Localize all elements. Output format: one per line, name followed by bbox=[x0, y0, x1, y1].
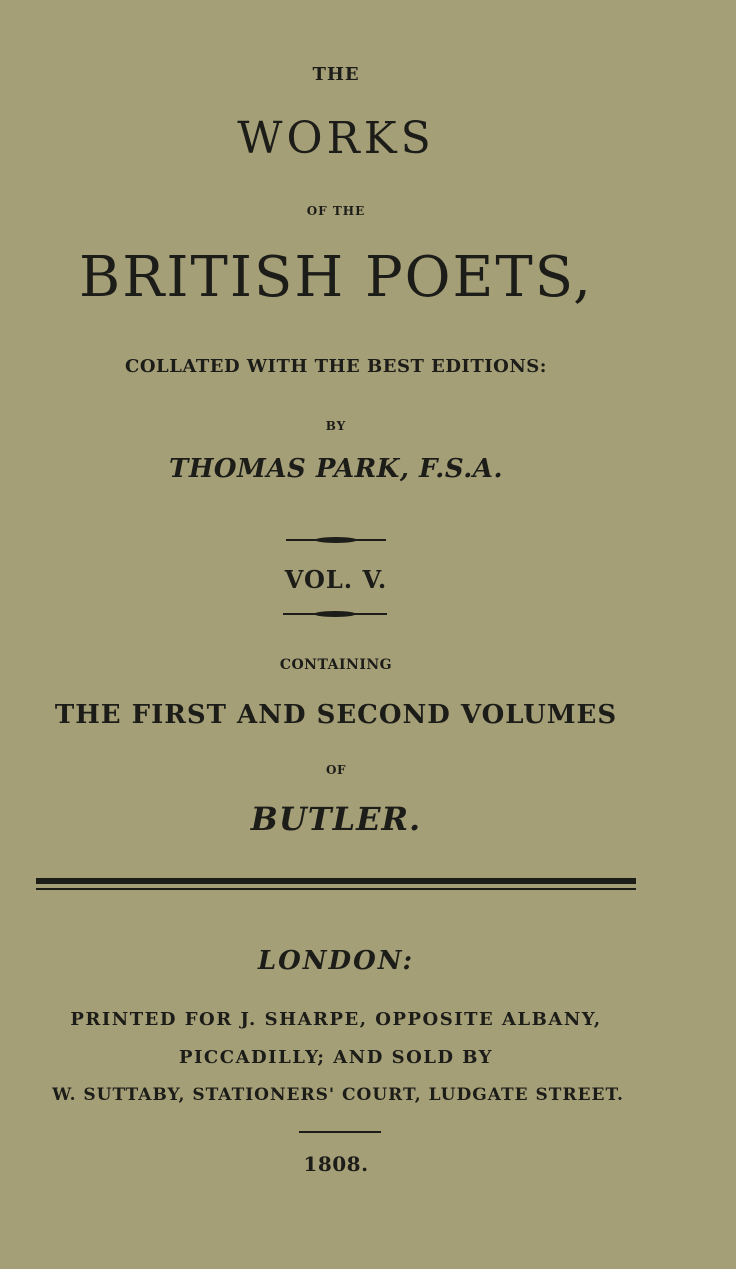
volumes-line: THE FIRST AND SECOND VOLUMES bbox=[54, 700, 618, 730]
thick-rule bbox=[36, 878, 636, 884]
collated-line: COLLATED WITH THE BEST EDITIONS: bbox=[125, 356, 547, 377]
imprint-city: LONDON: bbox=[257, 946, 415, 976]
containing-line: CONTAINING bbox=[279, 657, 393, 673]
ornamental-rule-bottom bbox=[283, 611, 387, 617]
imprint-line-1: PRINTED FOR J. SHARPE, OPPOSITE ALBANY, bbox=[70, 1009, 602, 1030]
imprint-line-2: PICCADILLY; AND SOLD BY bbox=[178, 1047, 494, 1068]
title-the: THE bbox=[312, 64, 360, 85]
by-line: BY bbox=[325, 419, 347, 433]
poet-name: BUTLER. bbox=[250, 800, 422, 838]
of-line: OF bbox=[326, 763, 346, 777]
volume-number: VOL. V. bbox=[284, 565, 388, 594]
imprint-year: 1808. bbox=[303, 1152, 369, 1176]
short-rule bbox=[299, 1131, 381, 1133]
title-of-the: OF THE bbox=[306, 204, 366, 218]
title-british-poets: BRITISH POETS, bbox=[79, 245, 593, 310]
imprint-line-3: W. SUTTABY, STATIONERS' COURT, LUDGATE STREET. bbox=[52, 1085, 624, 1105]
ornamental-rule-top bbox=[286, 537, 386, 543]
editor-name: THOMAS PARK, F.S.A. bbox=[168, 454, 503, 484]
thin-rule bbox=[36, 888, 636, 890]
title-works: WORKS bbox=[237, 113, 435, 164]
double-rule-divider bbox=[36, 878, 636, 892]
